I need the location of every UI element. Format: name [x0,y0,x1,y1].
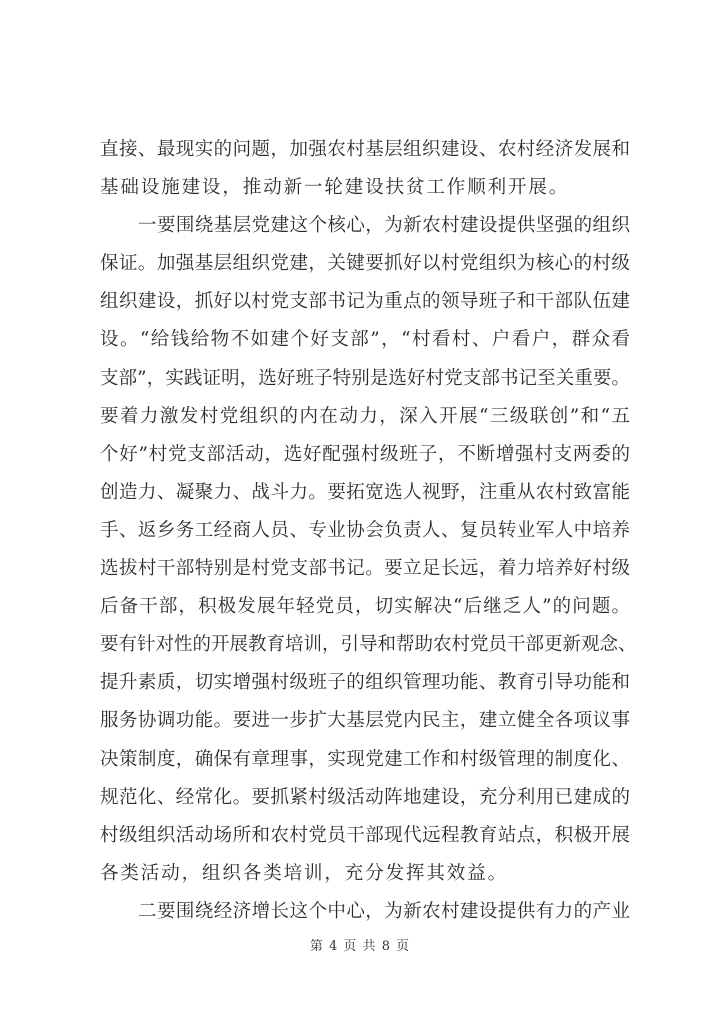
page-number-footer: 第 4 页 共 8 页 [309,939,411,954]
text-line: 个好”村党支部活动，选好配强村级班子，不断增强村支两委的 [100,443,630,465]
paragraph-start-line: 一要围绕基层党建这个核心，为新农村建设提供坚强的组织 [138,215,630,237]
text-line: 决策制度，确保有章理事，实现党建工作和村级管理的制度化、 [100,748,630,770]
text-line: 基础设施建设，推动新一轮建设扶贫工作顺利开展。 [100,177,570,199]
text-line: 选拔村干部特别是村党支部书记。要立足长远，着力培养好村级 [100,558,630,580]
text-line: 要着力激发村党组织的内在动力，深入开展“三级联创”和“五 [100,405,630,427]
body-text [100,131,640,931]
text-line: 创造力、凝聚力、战斗力。要拓宽选人视野，注重从农村致富能 [100,481,630,503]
text-line: 要有针对性的开展教育培训，引导和帮助农村党员干部更新观念、 [100,634,637,656]
text-line: 支部”，实践证明，选好班子特别是选好村党支部书记至关重要。 [100,367,630,389]
text-line: 设。“给钱给物不如建个好支部”，“村看村、户看户，群众看 [100,329,630,351]
text-line: 各类活动，组织各类培训，充分发挥其效益。 [100,862,509,884]
text-line: 保证。加强基层组织党建，关键要抓好以村党组织为核心的村级 [100,253,630,275]
text-line: 手、返乡务工经商人员、专业协会负责人、复员转业军人中培养 [100,519,630,541]
text-line: 组织建设，抓好以村党支部书记为重点的领导班子和干部队伍建 [100,291,630,313]
text-line: 村级组织活动场所和农村党员干部现代远程教育站点，积极开展 [100,824,630,846]
text-line: 直接、最现实的问题，加强农村基层组织建设、农村经济发展和 [100,139,630,160]
text-line: 服务协调功能。要进一步扩大基层党内民主，建立健全各项议事 [100,710,630,732]
paragraph-start-line: 二要围绕经济增长这个中心，为新农村建设提供有力的产业 [138,900,630,922]
text-line: 后备干部，积极发展年轻党员，切实解决“后继乏人”的问题。 [100,596,630,618]
text-line: 规范化、经常化。要抓紧村级活动阵地建设，充分利用已建成的 [100,786,630,808]
text-line: 提升素质，切实增强村级班子的组织管理功能、教育引导功能和 [100,672,630,694]
